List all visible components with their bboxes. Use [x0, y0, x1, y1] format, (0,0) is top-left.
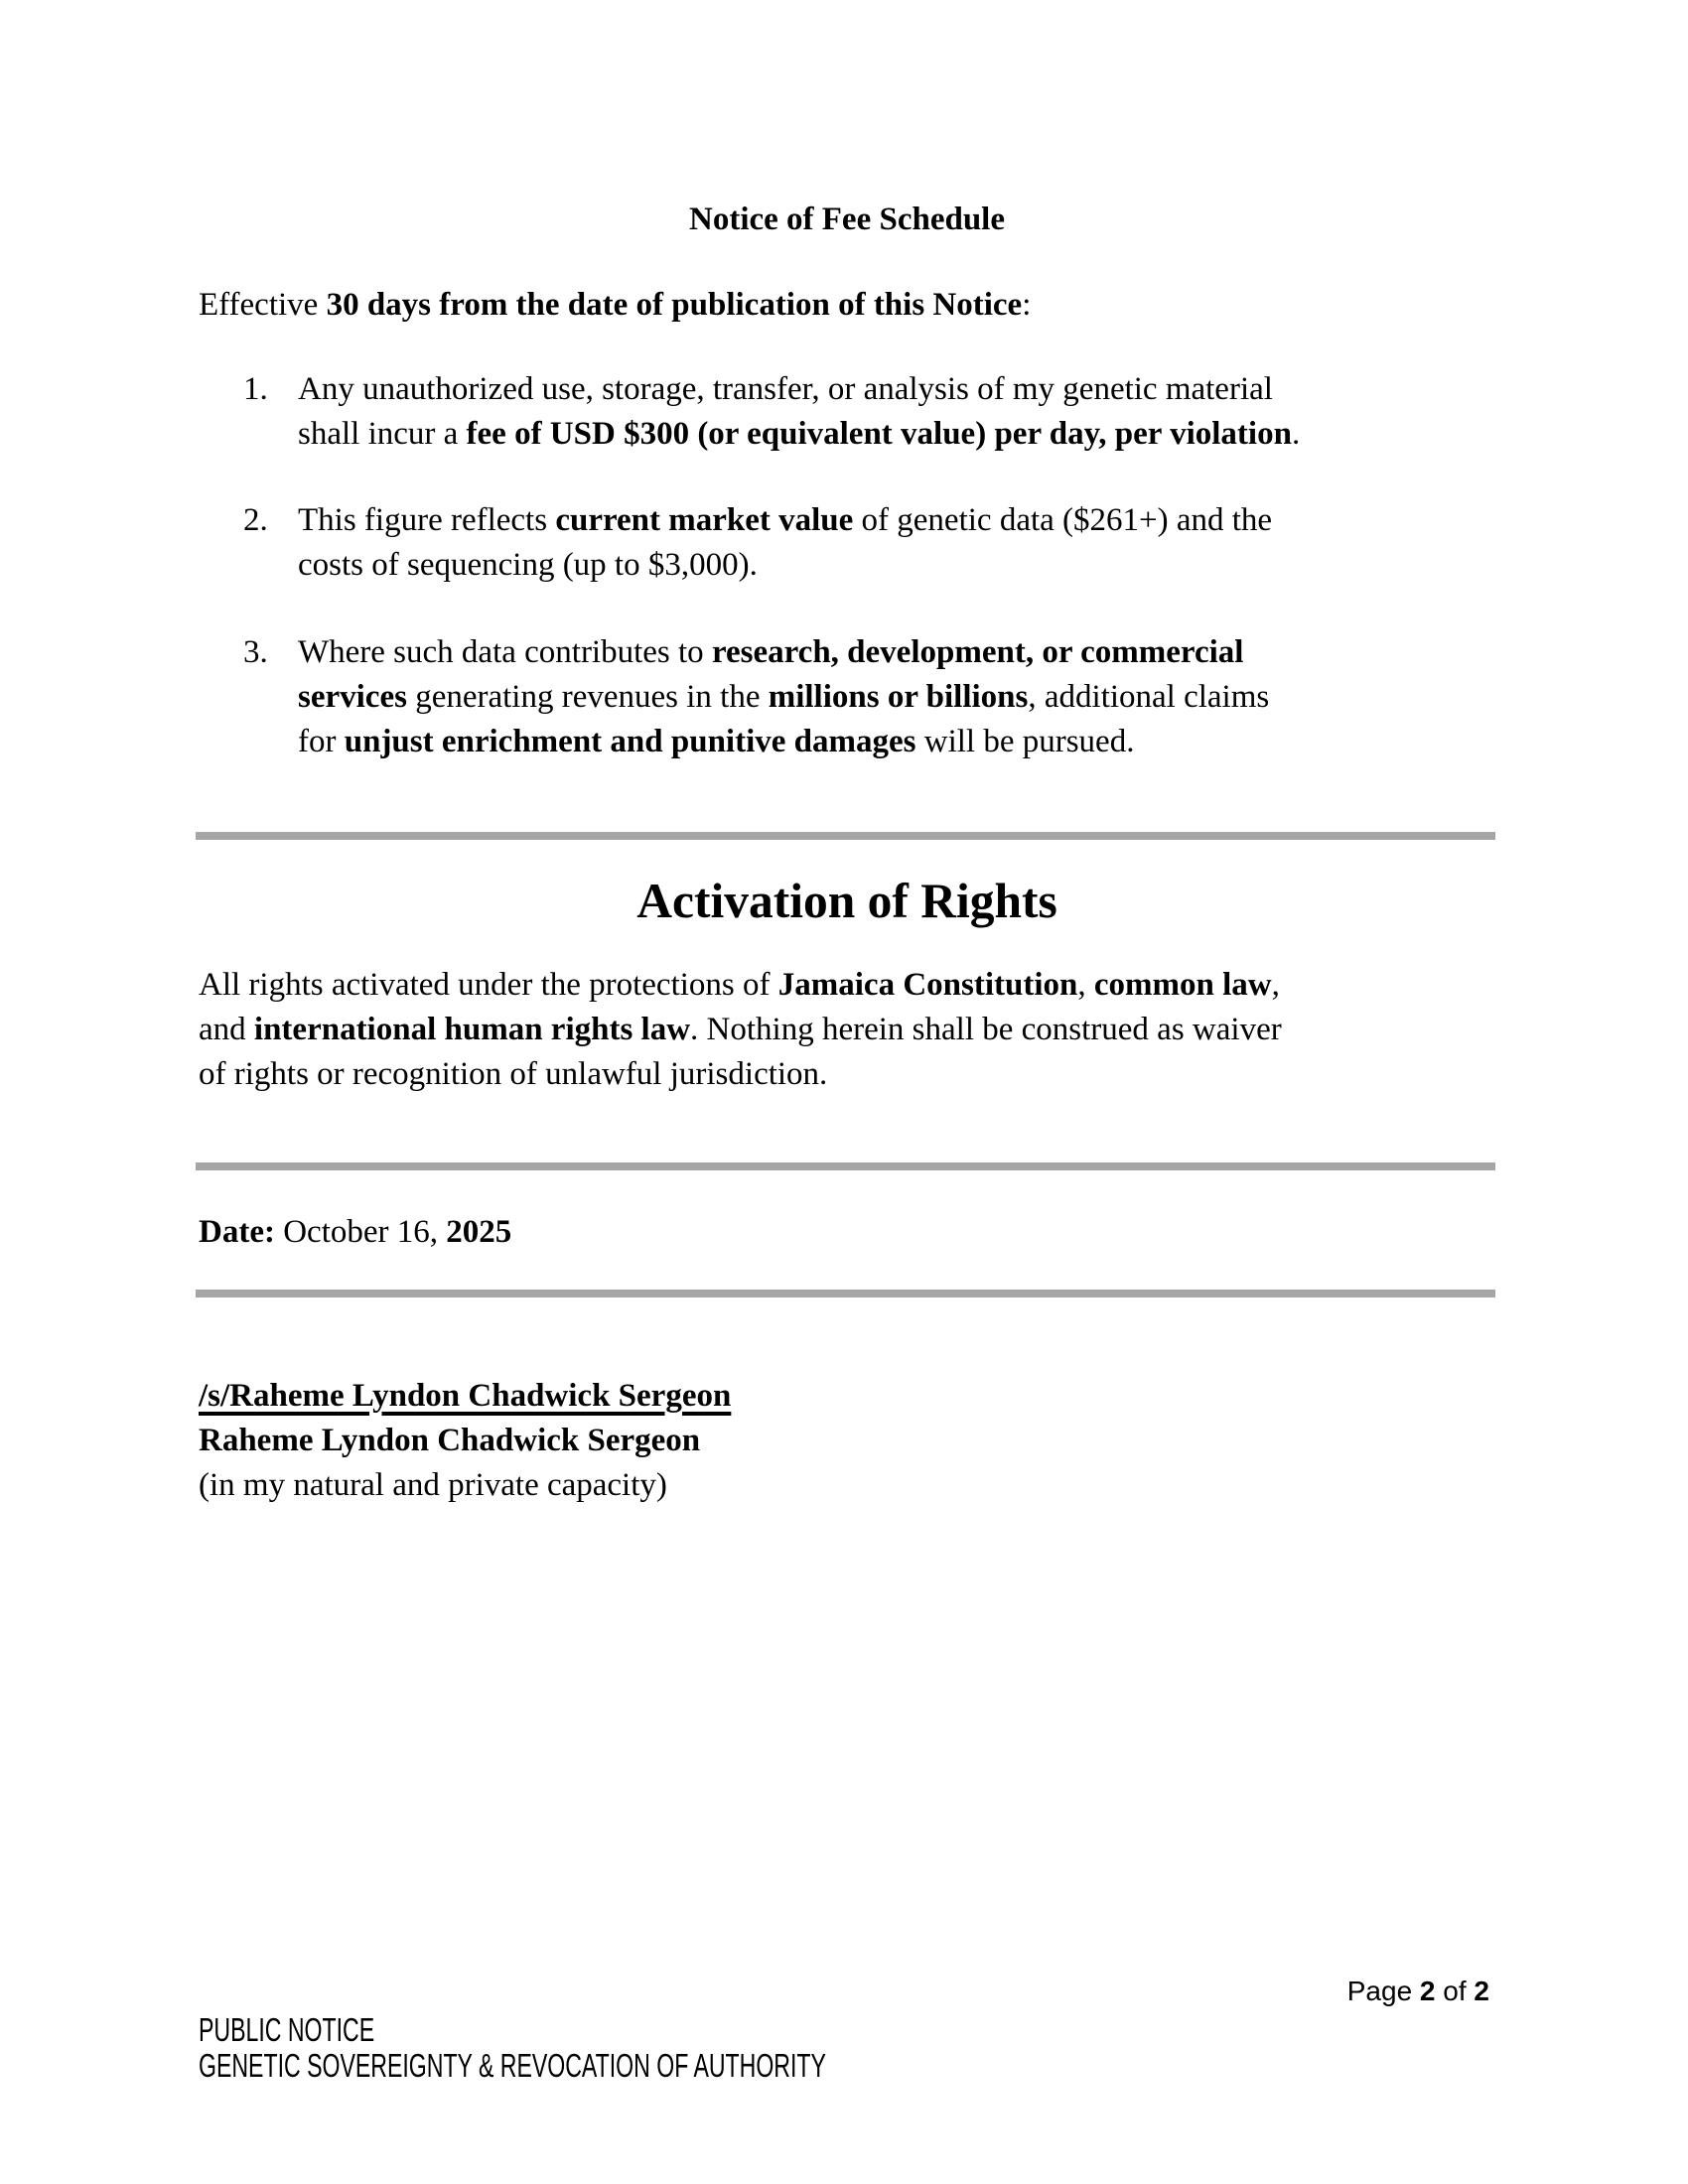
list-item-text: Where such data contributes to research, development, or commercial services generating revenues in the millions or billions, additional claims for unjust enrichment and punitive damages will be pursued. [298, 634, 1270, 759]
signature-line: /s/Raheme Lyndon Chadwick Sergeon [199, 1378, 732, 1414]
activation-paragraph: All rights activated under the protections of Jamaica Constitution, common law, and international human rights law. Nothing herein shall be construed as waiver of rights or recognition of unlawful jurisdiction. [199, 967, 1282, 1092]
effective-paragraph: Effective 30 days from the date of publication of this Notice: [199, 287, 1032, 323]
page-indicator-total: 2 [1474, 1976, 1489, 2006]
date-year: 2025 [446, 1214, 512, 1250]
section-divider [196, 1162, 1495, 1170]
list-item-text: Any unauthorized use, storage, transfer, or analysis of my genetic material shall incur a fee of USD $300 (or equivalent value) per day, per violation. [298, 371, 1301, 452]
footer-subject-line [199, 2048, 1489, 2084]
signature-capacity: (in my natural and private capacity) [199, 1467, 667, 1503]
activation-heading: Activation of Rights [636, 874, 1057, 928]
page-footer [199, 1974, 1489, 2084]
list-item-number: 2. [243, 502, 268, 538]
list-item [199, 498, 1495, 588]
date-line [199, 1210, 1495, 1255]
date-value: October 16, [274, 1214, 447, 1250]
document-body [199, 0, 1495, 1508]
date-label: Date: [199, 1214, 275, 1250]
section-divider [196, 1290, 1495, 1297]
footer-public-notice-text: PUBLIC NOTICE [199, 2011, 375, 2048]
signature-block [199, 1374, 1495, 1508]
list-item-number: 3. [243, 634, 268, 670]
footer-public-notice [199, 2012, 1489, 2048]
signature-name: Raheme Lyndon Chadwick Sergeon [199, 1423, 701, 1458]
page-indicator-current: 2 [1419, 1976, 1436, 2006]
list-item [199, 367, 1495, 457]
footer-subject-line-text: GENETIC SOVEREIGNTY & REVOCATION OF AUTHORITY [199, 2047, 826, 2084]
list-item-number: 1. [243, 371, 268, 407]
page-number-indicator [199, 1974, 1489, 2009]
fee-schedule-list [199, 367, 1495, 764]
page-title: Notice of Fee Schedule [689, 202, 1005, 237]
page-indicator-connector: of [1435, 1976, 1475, 2006]
page-indicator-prefix: Page [1346, 1976, 1420, 2006]
list-item [199, 630, 1495, 764]
list-item-text: This figure reflects current market value of genetic data ($261+) and the costs of sequencing (up to $3,000). [298, 502, 1273, 583]
section-divider [196, 832, 1495, 840]
